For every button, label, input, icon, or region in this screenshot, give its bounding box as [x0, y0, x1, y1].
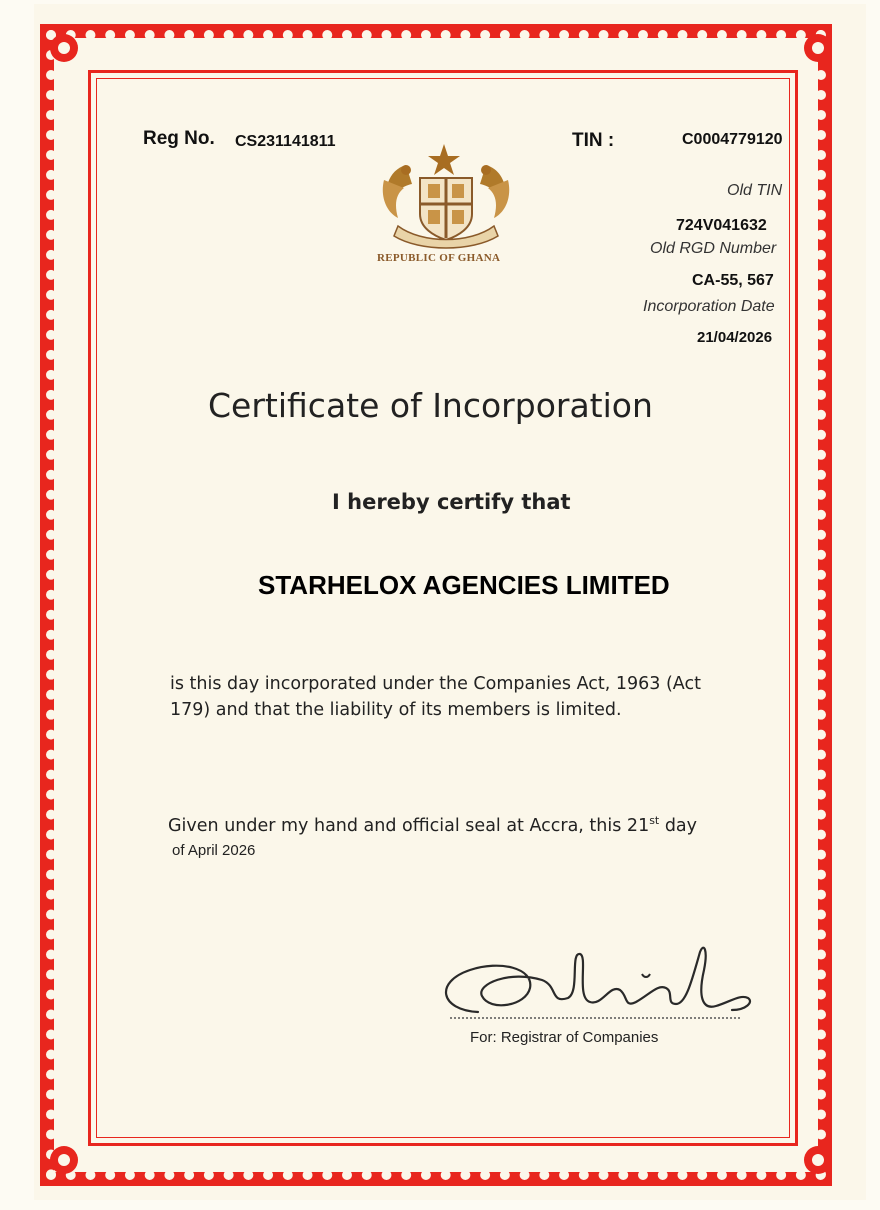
old-rgd-label: Old RGD Number: [650, 240, 777, 257]
given-date: of April 2026: [172, 842, 256, 859]
signature-caption: For: Registrar of Companies: [470, 1029, 659, 1046]
incorporation-statement: [170, 671, 701, 723]
crest-caption: REPUBLIC OF GHANA: [377, 252, 501, 264]
certify-statement: I hereby certify that: [332, 490, 571, 514]
ghana-coat-of-arms-icon: [376, 140, 516, 250]
incorporation-date-value: 21/04/2026: [697, 329, 773, 346]
incorporation-statement-line-2: 179) and that the liability of its members is limited.: [170, 700, 622, 720]
given-statement-ordinal: st: [649, 814, 660, 827]
signature-icon: [430, 940, 760, 1026]
old-tin-value: 724V041632: [676, 217, 767, 234]
reg-no-value: CS231141811: [235, 133, 336, 150]
corner-ornament-icon: [44, 28, 84, 68]
corner-ornament-icon: [798, 1140, 838, 1180]
old-rgd-value: CA-55, 567: [692, 272, 774, 289]
old-tin-label: Old TIN: [727, 182, 783, 199]
given-statement-suffix: day: [659, 815, 698, 836]
given-statement: [168, 808, 697, 839]
corner-ornament-icon: [798, 28, 838, 68]
given-statement-text: Given under my hand and official seal at Accra, this 21: [168, 815, 650, 836]
incorporation-statement-line-1: is this day incorporated under the Companies Act, 1963 (Act: [170, 674, 701, 694]
tin-label: TIN :: [572, 130, 615, 151]
certificate-title: Certificate of Incorporation: [208, 386, 653, 425]
company-name: STARHELOX AGENCIES LIMITED: [258, 570, 670, 600]
incorporation-date-label: Incorporation Date: [643, 298, 775, 315]
tin-value: C0004779120: [682, 131, 783, 148]
corner-ornament-icon: [44, 1140, 84, 1180]
reg-no-label: Reg No.: [143, 128, 215, 149]
